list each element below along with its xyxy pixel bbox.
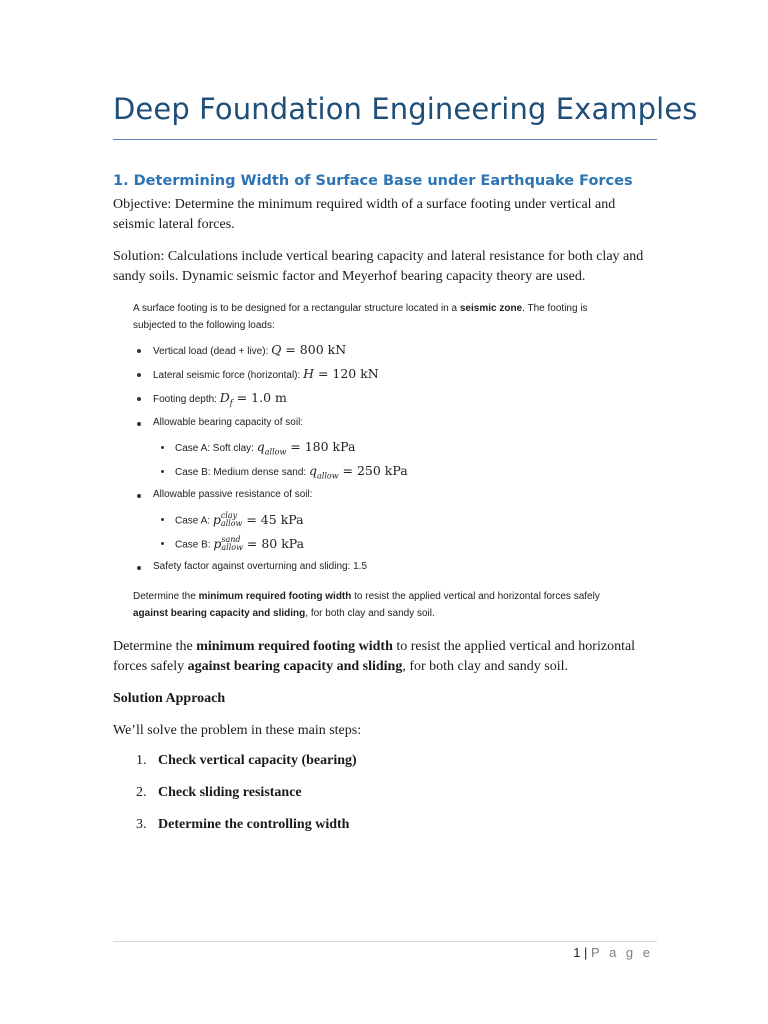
list-item-passive-resistance: [153, 488, 313, 502]
page-word: P a g e: [591, 945, 653, 960]
passive-resistance-label: Allowable passive resistance of soil:: [153, 489, 313, 500]
step-number: 3.: [136, 817, 147, 832]
approach-intro: We’ll solve the problem in these main steps:: [113, 723, 362, 738]
lateral-force-formula: H = 120 kN: [303, 366, 379, 381]
bullet-icon: [161, 446, 164, 449]
determine-emphasis-sliding: against bearing capacity and sliding: [187, 659, 403, 674]
safety-factor-text: Safety factor against overturning and sliding: 1.5: [153, 561, 368, 572]
bullet-icon: [137, 397, 141, 401]
solution-paragraph: Solution: Calculations include vertical bearing capacity and lateral resistance for both clay and sandy soils. Dynamic seismic factor and Meyerhof bearing capacity theory are used.: [113, 249, 644, 284]
approach-heading: Solution Approach: [113, 691, 226, 706]
vertical-load-formula: Q = 800 kN: [271, 342, 347, 357]
bullet-icon: [137, 422, 141, 426]
determine-text: Determine the: [113, 639, 197, 654]
title-underline: [113, 139, 657, 140]
list-item-passive-case-b: [175, 536, 304, 553]
closing-emphasis-sliding: against bearing capacity and sliding: [133, 608, 306, 619]
step-1: [136, 753, 357, 769]
closing-text-end: , for both clay and sandy soil.: [305, 608, 435, 619]
passive-case-a-formula: pclay allow = 45 kPa: [212, 511, 304, 528]
seismic-zone-emphasis: seismic zone: [459, 303, 523, 314]
objective-paragraph: Objective: Determine the minimum required width of a surface footing under vertical and seismic lateral forces.: [113, 197, 616, 232]
list-item-passive-case-a: [175, 512, 304, 529]
bullet-icon: [161, 518, 164, 521]
bearing-capacity-label: Allowable bearing capacity of soil:: [153, 417, 304, 428]
problem-intro-text: A surface footing is to be designed for a rectangular structure located in a: [133, 303, 460, 314]
list-item-lateral-force: [153, 367, 379, 383]
list-item-vertical-load: [153, 343, 346, 359]
problem-intro: [133, 300, 633, 334]
list-item-safety-factor: [153, 560, 367, 574]
list-item-bearing-capacity: [153, 416, 303, 430]
closing-emphasis-width: minimum required footing width: [198, 591, 352, 602]
bearing-case-b-label: Case B: Medium dense sand:: [175, 467, 309, 478]
determine-text-end: , for both clay and sandy soil.: [402, 659, 568, 674]
lateral-force-label: Lateral seismic force (horizontal):: [153, 370, 304, 381]
list-item-footing-depth: [153, 391, 287, 411]
bearing-case-b-formula: $q_{allow} = 250$ kPa: [308, 463, 408, 481]
bearing-case-a-label: Case A: Soft clay:: [175, 443, 257, 454]
problem-statement-block: [133, 300, 633, 619]
footer-separator: |: [580, 945, 592, 960]
passive-case-b-formula: psand allow = 80 kPa: [213, 535, 305, 552]
determine-text-mid: to resist the applied vertical and horizontal forces safely: [113, 639, 636, 674]
step-text: Check sliding resistance: [158, 785, 302, 800]
step-2: [136, 785, 302, 801]
bullet-icon: [137, 349, 141, 353]
bullet-icon: [161, 470, 164, 473]
bullet-icon: [137, 566, 141, 570]
closing-text: Determine the: [133, 591, 199, 602]
step-text: Determine the controlling width: [158, 817, 350, 832]
list-item-bearing-case-b: [175, 464, 408, 484]
bullet-icon: [137, 373, 141, 377]
passive-case-a-label: Case A:: [175, 515, 213, 527]
vertical-load-label: Vertical load (dead + live):: [153, 346, 272, 357]
list-item-bearing-case-a: [175, 440, 355, 460]
footing-depth-formula: $D_f = 1.0$ m: [219, 390, 287, 408]
step-number: 1.: [136, 753, 147, 768]
bearing-case-a-formula: $q_{allow} = 180$ kPa: [256, 439, 356, 457]
footing-depth-label: Footing depth:: [153, 394, 220, 405]
page-number: 1: [573, 945, 581, 960]
bullet-icon: [137, 494, 141, 498]
determine-paragraph: [113, 637, 658, 677]
section-heading: 1. Determining Width of Surface Base under Earthquake Forces: [113, 173, 633, 189]
problem-closing: [133, 588, 628, 622]
step-3: [136, 817, 349, 833]
footer-rule: [113, 941, 657, 942]
problem-intro-text-end: . The footing is subjected to the following loads:: [133, 303, 588, 331]
step-text: Check vertical capacity (bearing): [158, 753, 357, 768]
determine-emphasis-width: minimum required footing width: [196, 639, 393, 654]
page-footer: [573, 945, 653, 960]
step-number: 2.: [136, 785, 147, 800]
closing-text-mid: to resist the applied vertical and horizontal forces safely: [351, 591, 600, 602]
passive-case-b-label: Case B:: [175, 539, 214, 551]
bullet-icon: [161, 542, 164, 545]
document-title: Deep Foundation Engineering Examples: [113, 92, 698, 126]
